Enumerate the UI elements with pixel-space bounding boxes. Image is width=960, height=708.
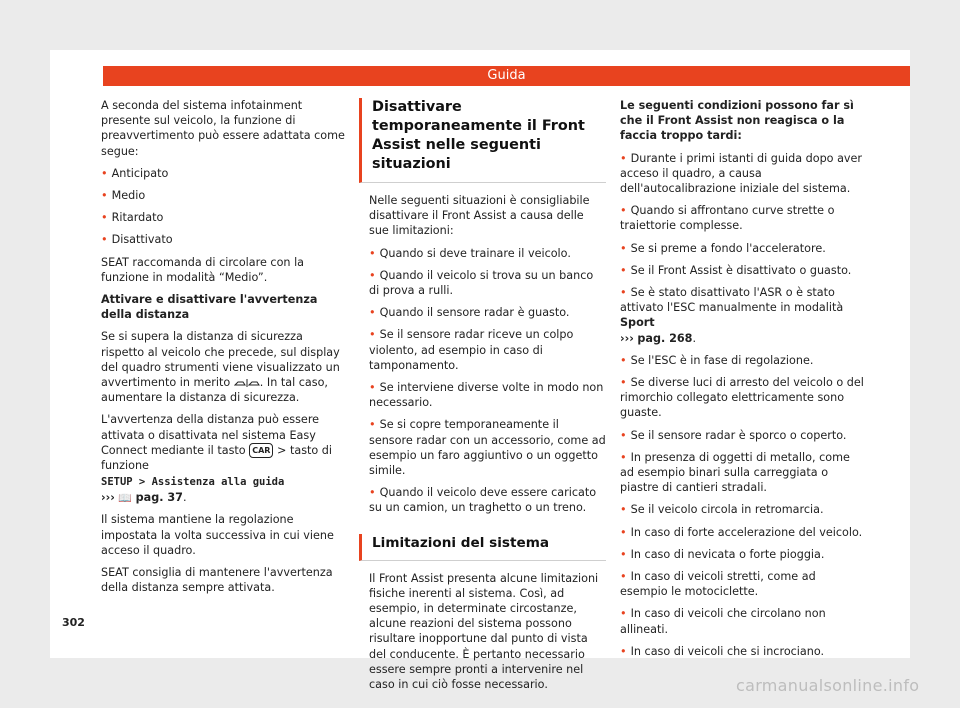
list-item — [620, 375, 865, 421]
watermark: carmanualsonline.info — [736, 676, 920, 695]
column-2 — [369, 98, 606, 699]
list-item — [101, 232, 346, 247]
bullet-icon: • — [369, 246, 376, 260]
bullet-icon: • — [620, 644, 627, 658]
bullet-icon: • — [369, 268, 376, 282]
list-item-text: Quando si deve trainare il veicolo. — [379, 246, 571, 260]
bullet-icon: • — [620, 450, 627, 464]
text-part: > tasto di funzione — [101, 443, 333, 473]
list-item — [101, 188, 346, 203]
text-part: Se si supera la distanza di sicurezza rispetto al veicolo che precede, sul display del quadro strumenti viene visualizzato un avvertimento in merito — [101, 330, 340, 390]
list-item-text: Ritardato — [111, 211, 164, 225]
bullet-icon: • — [620, 204, 627, 218]
bullet-icon: • — [620, 570, 627, 584]
section-heading-deactivate: Disattivare temporaneamente il Front Assist nelle seguenti situazioni — [359, 98, 606, 183]
list-item: • Se è stato disattivato l'ASR o è stato attivato l'ESC manualmente in modalità Sport ››› pag. 268. — [620, 286, 844, 345]
ref-arrow: ››› — [620, 331, 634, 345]
text-part: . In tal caso, aumentare la distanza di sicurezza. — [101, 376, 328, 405]
list-item-text: Se l'ESC è in fase di regolazione. — [630, 353, 814, 367]
list-item — [620, 263, 865, 278]
sport-mode: Sport — [620, 316, 655, 330]
text-part: L'avvertenza della distanza può essere attivata o disattivata nel sistema Easy Connect mediante il tasto — [101, 413, 320, 457]
bullet-icon: • — [620, 428, 627, 442]
distance-warning-icon — [234, 378, 260, 388]
list-item-text: Se si preme a fondo l'acceleratore. — [630, 241, 826, 255]
car-button-icon: CAR — [249, 443, 273, 458]
list-item — [620, 241, 865, 256]
list-item-text: Se il Front Assist è disattivato o guasto. — [630, 263, 852, 277]
list-item-text: Durante i primi istanti di guida dopo aver acceso il quadro, a causa dell'autocalibrazione iniziale del sistema. — [620, 151, 863, 196]
column-1 — [101, 98, 346, 602]
list-item — [620, 569, 865, 599]
list-item — [369, 380, 606, 410]
page-header: Guida — [103, 66, 910, 86]
list-item-text: Se il sensore radar è sporco o coperto. — [630, 428, 847, 442]
bullet-icon: • — [369, 328, 376, 342]
column-3 — [620, 98, 865, 666]
deactivate-list — [369, 246, 606, 516]
list-item-text: Medio — [111, 189, 146, 203]
list-item-text: In caso di forte accelerazione del veicolo. — [630, 525, 863, 539]
distance-warning-text — [101, 329, 346, 405]
list-item — [620, 151, 865, 197]
bullet-icon: • — [620, 286, 627, 300]
bullet-icon: • — [620, 503, 627, 517]
book-icon: 📖 — [118, 491, 133, 505]
page-number: 302 — [62, 616, 85, 629]
list-item-text: Anticipato — [111, 166, 169, 180]
list-item-text: Se il sensore radar riceve un colpo violento, ad esempio in caso di tamponamento. — [369, 328, 574, 372]
list-item — [620, 547, 865, 562]
bullet-icon: • — [620, 151, 627, 165]
list-item-text: In caso di veicoli che si incrociano. — [630, 644, 825, 658]
bullet-icon: • — [620, 607, 627, 621]
list-item-text: In presenza di oggetti di metallo, come ad esempio binari sulla carreggiata o piastre di cantieri stradali. — [620, 450, 850, 495]
list-item-text: Se interviene diverse volte in modo non necessario. — [369, 381, 604, 410]
list-item-text: Se diverse luci di arresto del veicolo o del rimorchio collegato elettricamente sono guaste. — [620, 376, 864, 420]
list-item — [369, 417, 606, 478]
list-item — [620, 525, 865, 540]
list-item — [620, 606, 865, 636]
list-item — [101, 166, 346, 181]
deactivate-intro: Nelle seguenti situazioni è consigliabile disattivare il Front Assist a causa delle sue limitazioni: — [369, 194, 590, 238]
list-item — [620, 644, 865, 659]
bullet-icon: • — [620, 353, 627, 367]
options-list — [101, 166, 346, 248]
list-item — [369, 246, 606, 261]
list-item — [369, 327, 606, 373]
list-item — [620, 502, 865, 517]
bullet-icon: • — [620, 376, 627, 390]
list-item-text: Quando il veicolo si trova su un banco di prova a rulli. — [369, 268, 594, 298]
bullet-icon: • — [369, 381, 376, 395]
list-item-text: Se si copre temporaneamente il sensore radar con un accessorio, come ad esempio un faro aggiuntivo o un oggetto simile. — [369, 418, 606, 478]
settings-kept-text: Il sistema mantiene la regolazione impostata la volta successiva in cui viene acceso il quadro. — [101, 513, 334, 557]
list-item — [620, 428, 865, 443]
ref-arrow: ››› — [101, 490, 115, 504]
page-reference[interactable]: pag. 37 — [135, 490, 183, 504]
section-heading-limits: Limitazioni del sistema — [359, 534, 606, 561]
list-item-text: Quando il sensore radar è guasto. — [379, 306, 570, 320]
activation-text: L'avvertenza della distanza può essere attivata o disattivata nel sistema Easy Connect mediante il tasto CAR > tasto di funzione SETUP > Assistenza alla guida ››› 📖 pag. 37. — [101, 413, 333, 505]
list-item-text: Se il veicolo circola in retromarcia. — [630, 503, 824, 517]
bullet-icon: • — [620, 547, 627, 561]
list-item-text: In caso di veicoli stretti, come ad esempio le motociclette. — [620, 570, 816, 599]
limits-text: Il Front Assist presenta alcune limitazioni fisiche inerenti al sistema. Così, ad esempio, in determinate circostanze, alcune reazioni del sistema possono risultare inopportune dal punto di vista del conducente. È pertanto necessario essere sempre pronti a intervenire nel caso in cui ciò fosse necessario. — [369, 571, 599, 692]
recommend-text: SEAT raccomanda di circolare con la funzione in modalità “Medio”. — [101, 255, 305, 284]
bullet-icon: • — [620, 525, 627, 539]
conditions-list — [620, 151, 865, 278]
bullet-icon: • — [101, 189, 108, 203]
advice-text: SEAT consiglia di mantenere l'avvertenza della distanza sempre attivata. — [101, 565, 333, 595]
list-item — [369, 305, 606, 320]
bullet-icon: • — [101, 211, 108, 225]
list-item — [101, 210, 346, 225]
page-reference[interactable]: pag. 268 — [637, 331, 693, 345]
conditions-list-cont — [620, 353, 865, 659]
menu-path: SETUP > Assistenza alla guida — [101, 475, 285, 488]
list-item-text: In caso di veicoli che circolano non allineati. — [620, 607, 826, 636]
subheading: Attivare e disattivare l'avvertenza della distanza — [101, 293, 318, 322]
conditions-heading: Le seguenti condizioni possono far sì che il Front Assist non reagisca o la faccia troppo tardi: — [620, 99, 854, 143]
bullet-icon: • — [101, 166, 108, 180]
bullet-icon: • — [620, 241, 627, 255]
bullet-icon: • — [101, 233, 108, 247]
bullet-icon: • — [369, 486, 376, 500]
list-item-text: In caso di nevicata o forte pioggia. — [630, 547, 825, 561]
bullet-icon: • — [369, 418, 376, 432]
list-item-text: Quando il veicolo deve essere caricato su un camion, un traghetto o un treno. — [369, 486, 597, 515]
list-item — [620, 353, 865, 368]
list-item — [620, 450, 865, 496]
bullet-icon: • — [369, 306, 376, 320]
text-part: Se è stato disattivato l'ASR o è stato attivato l'ESC manualmente in modalità — [620, 286, 844, 315]
list-item — [369, 268, 606, 298]
intro-text: A seconda del sistema infotainment presente sul veicolo, la funzione di preavvertimento può essere adattata come segue: — [101, 99, 345, 158]
list-item-text: Disattivato — [111, 233, 173, 247]
bullet-icon: • — [620, 263, 627, 277]
list-item — [369, 485, 606, 515]
list-item — [620, 203, 865, 233]
list-item-text: Quando si affrontano curve strette o traiettorie complesse. — [620, 204, 835, 233]
